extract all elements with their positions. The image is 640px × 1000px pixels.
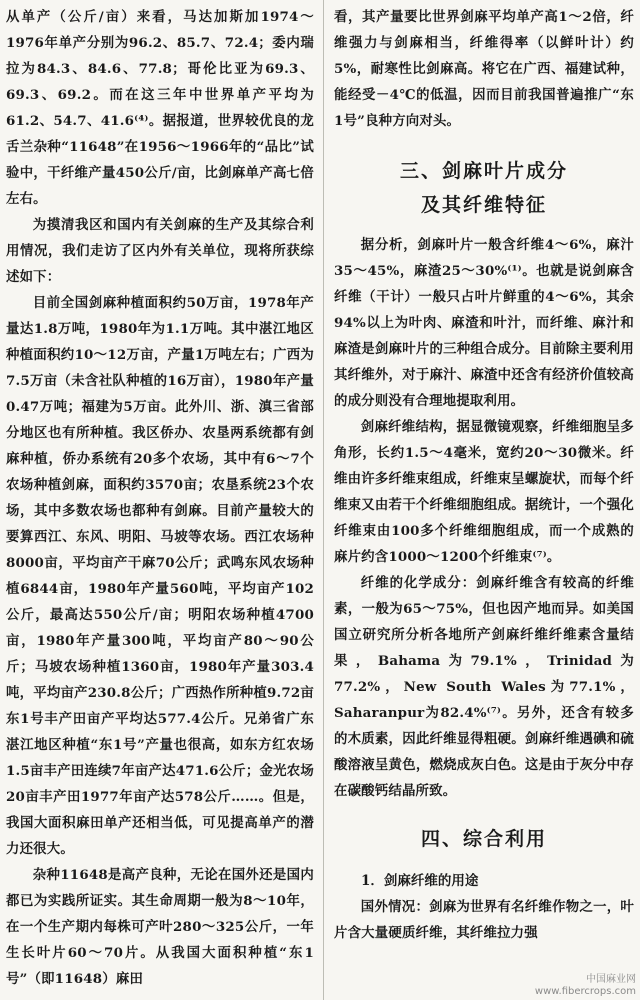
paragraph-fiber-structure: 剑麻纤维结构，据显微镜观察，纤维细胞呈多角形，长约1.5～4毫米，宽约20～30微米。纤维由许多纤维束组成，纤维束呈螺旋状，而每个纤维束又由若干个纤维细胞组成。据统计，一个强化纤维束由100多个纤维细胞组成，而一个成熟的麻片约含1000～1200个纤维束⁽⁷⁾。 [334,419,634,565]
subsection-1-title: 1．剑麻纤维的用途 [361,873,479,889]
paragraph-survey-intro: 为摸清我区和国内有关剑麻的生产及其综合利用情况，我们走访了区内外有关单位，现将所获综述如下： [6,217,314,285]
section-4-title: 四、综合利用 [420,828,547,850]
paragraph-fiber-uses: 国外情况：剑麻为世界有名纤维作物之一，叶片含大量硬质纤维，其纤维拉力强 [334,899,634,941]
paragraph-planting-area: 目前全国剑麻种植面积约50万亩，1978年产量达1.8万吨，1980年为1.1万吨。其中湛江地区种植面积约10～12万亩，产量1万吨左右；广西为7.5万亩（未含社队种植的16万亩），1980年产量0.47万吨；福建为5万亩。此外川、浙、滇三省部分地区也有所种植。我区侨办、农垦两系统都有剑麻种植，侨办系统有20多个农场，其中有6～7个农场种植剑麻，面积约3570亩；农垦系统23个农场，其中多数农场也都种有剑麻。目前产量较大的要算西江、东风、明阳、马坡等农场。西江农场种8000亩，平均亩产干麻70公斤；武鸣东风农场种植6844亩，1980年产量560吨，平均亩产102公斤，最高达550公斤/亩；明阳农场种植4700亩，1980年产量300吨，平均亩产80～90公斤；马坡农场种植1360亩，1980年产量303.4吨，平均亩产230.8公斤；广西热作所种植9.72亩东1号丰产田亩产平均达577.4公斤。兄弟省广东湛江地区种植“东1号”产量也很高，如东方红农场1.5亩丰产田连续7年亩产达471.6公斤；金光农场20亩丰产田1977年亩产达578公斤……。但是，我国大面积麻田单产还相当低，可见提高单产的潜力还很大。 [6,295,314,857]
left-column [6,4,314,992]
paragraph-continuation: 看，其产量要比世界剑麻平均单产高1～2倍，纤维强力与剑麻相当，纤维得率（以鲜叶计）约5%，耐寒性比剑麻高。将它在广西、福建试种，能经受－4℃的低温，因而目前我国普遍推广“东1号”良种方向对头。 [334,9,634,129]
paragraph-yield-comparison: 从单产（公斤/亩）来看，马达加斯加1974～1976年单产分别为96.2、85.7、72.4；委内瑞拉为84.3、84.6、77.8；哥伦比亚为69.3、69.3、69.2。而在这三年中世界单产平均为61.2、54.7、41.6⁽⁴⁾。据报道，世界较优良的龙舌兰杂种“11648”在1956～1966年的“品比”试验中，干纤维产量450公斤/亩，比剑麻单产高七倍左右。 [6,9,314,207]
paragraph-chemical-composition: 纤维的化学成分：剑麻纤维含有较高的纤维素，一般为65～75%，但也因产地而异。如美国国立研究所分析各地所产剑麻纤维纤维素含量结果，Bahama为79.1%，Trinidad为77.2%，New South Wales为77.1%，Saharanpur为82.4%⁽⁷⁾。另外，还含有较多的木质素，因此纤维显得粗硬。剑麻纤维遇碘和硫酸溶液呈黄色，燃烧成灰白色。这是由于灰分中存在碳酸钙结晶所致。 [334,575,634,799]
site-watermark [535,974,636,998]
section-3-title-line-1: 三、剑麻叶片成分 [399,160,568,182]
paragraph-hybrid-11648: 杂种11648是高产良种，无论在国外还是国内都已为实践所证实。其生命周期一般为8～10年，在一个生产期内每株可产叶280～325公斤，一年生长叶片60～70片。从我国大面积种植“东1号”（即11648）麻田 [6,867,314,987]
paragraph-leaf-composition: 据分析，剑麻叶片一般含纤维4～6%，麻汁35～45%，麻渣25～30%⁽¹⁾。也就是说剑麻含纤维（干计）一般只占叶片鲜重的4～6%，其余94%以上为叶肉、麻渣和叶汁，而纤维、麻汁和麻渣是剑麻叶片的三种组合成分。目前除主要利用其纤维外，对于麻汁、麻渣中还含有经济价值较高的成分则没有合理地提取利用。 [334,237,634,409]
section-3-title-line-2: 及其纤维特征 [420,194,547,216]
watermark-line-1: 中国麻业网 [586,974,636,985]
right-column [334,4,634,946]
watermark-line-2: www.fibercrops.com [534,986,636,997]
column-divider [323,0,324,1000]
